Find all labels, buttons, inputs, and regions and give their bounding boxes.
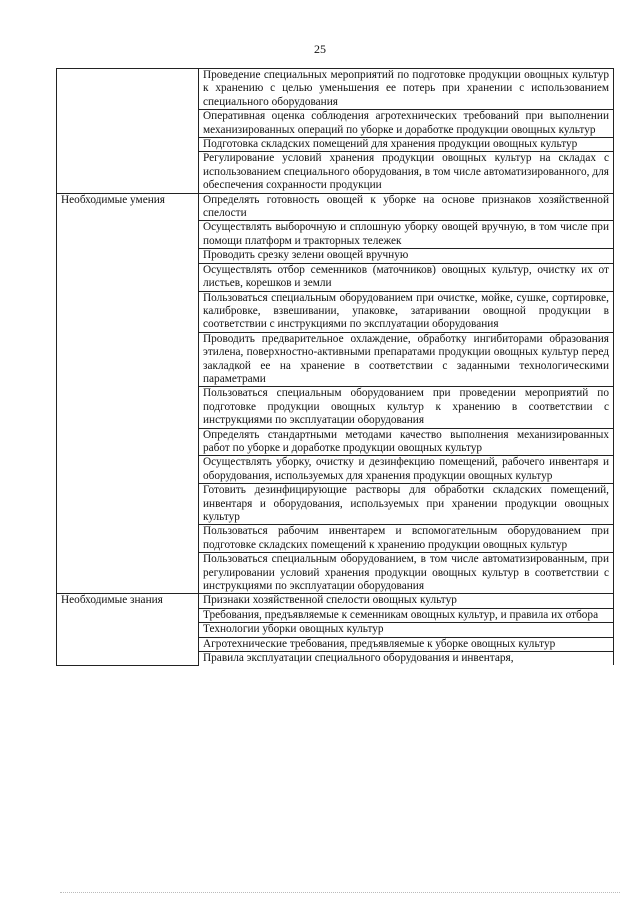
table-cell: Проводить срезку зелени овощей вручную: [199, 249, 614, 263]
table-cell: Подготовка складских помещений для хранения продукции овощных культур: [199, 138, 614, 152]
table-cell: Пользоваться специальным оборудованием, в том числе автоматизированным, при регулировании условий хранения продукции овощных культур в соответствии с инструкциями по эксплуатации оборудования: [199, 553, 614, 594]
table-cell: Правила эксплуатации специального оборудования и инвентаря,: [199, 652, 614, 666]
table-cell: Осуществлять отбор семенников (маточников) овощных культур, очистку их от листьев, корешков и земли: [199, 263, 614, 291]
table-cell: Определять стандартными методами качество выполнения механизированных работ по уборке и доработке продукции овощных культур: [199, 428, 614, 456]
table-cell: Проводить предварительное охлаждение, обработку ингибиторами образования этилена, поверхностно-активными препаратами продукции овощных культур перед закладкой ее на хранение в соответствии с заданными технологическими параметрами: [199, 332, 614, 387]
table-row: [57, 594, 614, 608]
table-cell: Требования, предъявляемые к семенникам овощных культур, и правила их отбора: [199, 608, 614, 622]
table-cell: Технологии уборки овощных культур: [199, 623, 614, 637]
table-cell: Осуществлять выборочную и сплошную уборку овощей вручную, в том числе при помощи платформ и тракторных тележек: [199, 221, 614, 249]
table-cell: Оперативная оценка соблюдения агротехнических требований при выполнении механизированных операций по уборке и доработке продукции овощных культур: [199, 110, 614, 138]
table-row: [57, 193, 614, 221]
table-cell: Признаки хозяйственной спелости овощных культур: [199, 594, 614, 608]
table-cell: Регулирование условий хранения продукции овощных культур на складах с использованием специального оборудования, в том числе автоматизированного, для обеспечения сохранности продукции: [199, 152, 614, 193]
table-cell: Пользоваться специальным оборудованием при проведении мероприятий по подготовке продукции овощных культур к хранению в соответствии с инструкциями по эксплуатации оборудования: [199, 387, 614, 428]
table-cell: Агротехнические требования, предъявляемые к уборке овощных культур: [199, 637, 614, 651]
table-cell: Определять готовность овощей к уборке на основе признаков хозяйственной спелости: [199, 193, 614, 221]
table-cell: Проведение специальных мероприятий по подготовке продукции овощных культур к хранению с целью уменьшения ее потерь при хранении с использованием специального оборудования: [199, 69, 614, 110]
table-cell: Осуществлять уборку, очистку и дезинфекцию помещений, рабочего инвентаря и оборудования, используемых для хранения продукции овощных культур: [199, 456, 614, 484]
page-number: 25: [314, 42, 326, 56]
row-label: [57, 69, 199, 194]
table-row: [57, 69, 614, 110]
table-cell: Пользоваться рабочим инвентарем и вспомогательным оборудованием при подготовке складских помещений к хранению продукции овощных культур: [199, 525, 614, 553]
table-cell: Готовить дезинфицирующие растворы для обработки складских помещений, инвентаря и оборудования, используемых при хранении продукции овощных культур: [199, 484, 614, 525]
labor-functions-table: [56, 68, 614, 666]
row-label-skills: Необходимые умения: [57, 193, 199, 594]
page-bottom-edge: [60, 892, 620, 893]
row-label-knowledge: Необходимые знания: [57, 594, 199, 666]
table-cell: Пользоваться специальным оборудованием при очистке, мойке, сушке, сортировке, калибровке, взвешивании, упаковке, затаривании овощной продукции в соответствии с инструкциями по эксплуатации оборудования: [199, 291, 614, 332]
